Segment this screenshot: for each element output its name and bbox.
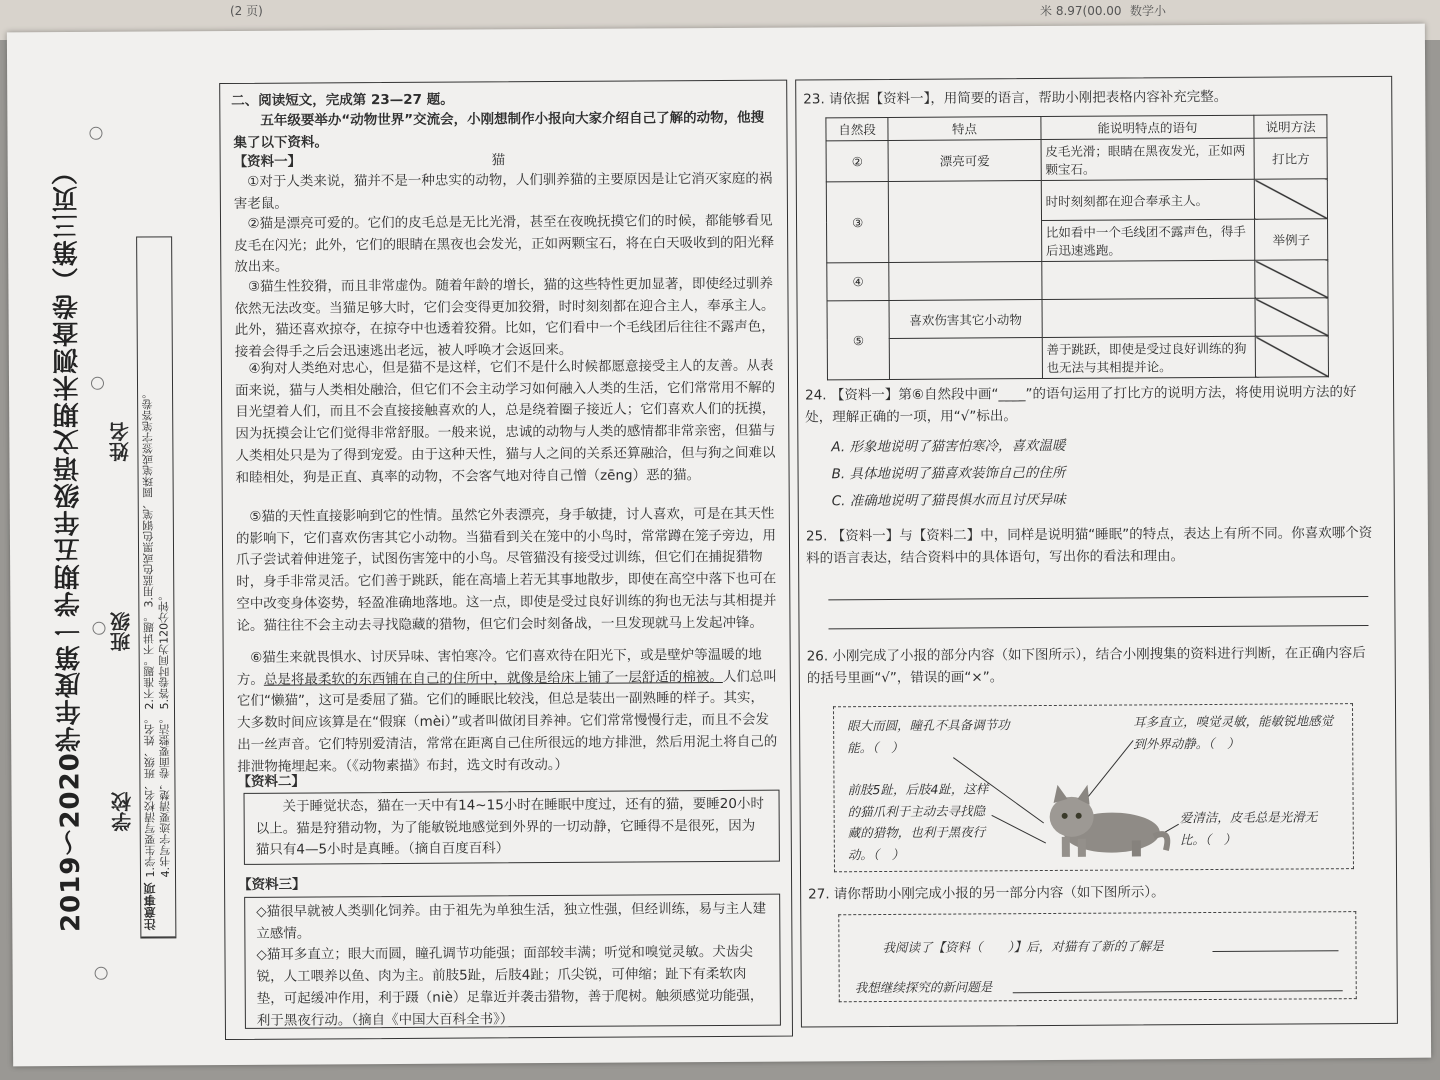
table-row [827,260,1328,301]
question-27: 27. 请你帮助小刚完成小报的另一部分内容（如下图所示）。 [808,884,1165,903]
answer-cell[interactable] [889,262,1042,301]
question-26: 26. 小刚完成了小报的部分内容（如下图所示），结合小刚搜集的资料进行判断，在正确内容后的括号里画“√”，错误的画“×”。 [806,645,1366,687]
table-cell: 时时刻刻都在迎合奉承主人。 [1041,179,1255,220]
material-1-title: 猫 [491,152,506,169]
q27-prompt-1: 我阅读了【资料（ ）】后，对猫有了新的了解是 [882,938,1164,956]
q27-prompt-2: 我想继续探究的新问题是 [854,979,993,996]
table-header: 能说明特点的语句 [1041,115,1255,139]
material-1-label: 【资料一】 [233,153,302,170]
option-a[interactable]: A. 形象地说明了猫害怕寒冷，喜欢温暖 [831,437,1066,456]
paragraph-2: ②猫是漂亮可爱的。它们的皮毛总是无比光滑，甚至在夜晚抚摸它们的时候，都能够看见皮毛在闪光；此外，它们的眼睛在黑夜也会发光，正如两颗宝石，将在白天吸收到的阳光释放出来。 [234,212,775,276]
binding-hole [95,967,108,980]
binding-hole [89,127,102,140]
exam-title: 2019～2020学年度第一学期五年级语文期末测查卷（第三页） [51,158,87,933]
option-b[interactable]: B. 具体地说明了猫喜欢装饰自己的住所 [831,464,1066,483]
strip-fragment: 数学小 [1130,4,1167,18]
table-header: 自然段 [826,117,888,140]
notes-line: 4.书写字迹要清楚，卷面要整洁。 5.答卷时间为120分钟。 [157,589,173,878]
notes-box [136,236,176,938]
table-row [826,179,1327,222]
judge-item-3[interactable]: 前肢5趾，后肢4趾，这样的猫爪利于主动去寻找隐藏的猎物，也利于黑夜行动。（ ） [847,781,989,863]
school-field[interactable]: 学校 [110,791,135,832]
table-row [827,298,1328,339]
notes-heading: 注意事项 [141,876,175,937]
exam-sheet [7,24,1431,1067]
intro-text: 五年级要举办“动物世界”交流会，小刚想制作小报向大家介绍自己了解的动物，他搜集了以下资料。 [233,109,765,151]
material-2-label: 【资料二】 [237,773,305,790]
material-3-label: 【资料三】 [238,876,306,893]
feature-table [825,114,1329,380]
table-header: 特点 [888,117,1040,141]
section-title: 二、阅读短文，完成第 23—27 题。 [231,91,454,109]
paragraph-3: ③猫生性狡猾，而且非常虚伪。随着年龄的增长，猫的这些特性更加显著，即使经过驯养依然无法改变。当猫足够大时，它们会变得更加狡猾，时时刻刻都在迎合主人，奉承主人。此外，猫还喜欢掠夺，在掠夺中也透着狡猾。比如，它们看中一个毛线团后往往不露声色，接着会得手之后会迅速逃出老远，被人呼唤才会返回来。 [234,275,775,361]
table-cell: 漂亮可爱 [888,140,1041,182]
class-field[interactable]: 班级 [109,611,134,652]
table-cell: ③ [826,181,889,262]
question-24: 24. 【资料一】第⑥自然段中画“____”的语句运用了打比方的说明方法，将使用说明方法的好处，理解正确的一项，用“√”标出。 [805,384,1357,426]
paragraph-4: ④狗对人类绝对忠心，但是猫不是这样，它们不是什么时候都愿意接受主人的友善。从表面来说，猫与人类相处融洽，但它们不会主动学习如何融入人类的生活，它们常常用不解的目光望着人们，而且不会直接接触喜欢的人，总是绕着圈子接近人；它们喜欢人们的抚摸，因为抚摸会让它们觉得非常舒服。一般来说，忠诚的动物与人类的感情都非常亲密，但猫与人类相处只是为了得到宠爱。由于这种天性，猫与人之间的关系还算融洽，但与狗之间难以和睦相处，狗是正直、真率的动物，不会客气地对待自己憎（zēng）恶的猫。 [234,357,776,486]
material-3-text: ◇猫很早就被人类驯化饲养。由于祖先为单独生活，独立性强，但经训练，易与主人建立感情。 ◇猫耳多直立；眼大而圆，瞳孔调节功能强；面部较丰满；听觉和嗅觉灵敏。犬齿尖锐，人工喂养以鱼、肉为主。前肢5趾，后肢4趾；爪尖锐，可伸缩；趾下有柔软肉垫，可起缓冲作用，利于蹑（niè）足靠近并袭击猎物，善于爬树。触须感觉功能强，利于黑夜行动。（摘自《中国大百科全书》） [256,900,767,1029]
cat-illustration [1033,780,1173,861]
question-23: 23. 请依据【资料一】，用简要的语言，帮助小刚把表格内容补充完整。 [803,88,1228,108]
table-row [827,336,1328,380]
table-header-row [826,115,1327,141]
strip-fragment: 米 8.97(00.00 [1040,4,1122,18]
answer-cell[interactable] [889,181,1042,263]
table-header: 说明方法 [1254,115,1327,138]
table-cell: 举例子 [1255,219,1328,260]
table-cell: ⑤ [827,300,890,379]
answer-cell[interactable] [890,338,1043,380]
paragraph-5: ⑤猫的天性直接影响到它的性情。虽然它外表漂亮，身手敏捷，讨人喜欢，可是在其天性的影响下，它们喜欢伤害其它小动物。当猫看到关在笼中的小鸟时，常常蹲在笼子旁边，用爪子尝试着伸进笼子，试图伤害笼中的小鸟。尽管猫没有接受过训练，但它们在捕捉猎物时，身手非常灵活。它们善于跳跃，能在高墙上若无其事地散步，即使在高空中落下也可在空中改变身体姿势，轻盈准确地落地。这一点，即使是受过良好训练的狗也无法与其相提并论。猫往往不会主动去寻找隐藏的猎物，但它们会时刻备战，一旦发现就马上发起冲锋。 [235,505,777,634]
table-cell: 比如看中一个毛线团不露声色，得手后迅速逃跑。 [1041,219,1255,261]
blocked-cell [1255,298,1328,336]
option-c[interactable]: C. 准确地说明了猫畏惧水而且讨厌异味 [831,491,1066,510]
notes-line: 1.学生要写清校名、班级、姓名。 2.不准题。不讲题。 3.用蓝色或黑色钢笔、圆珠笔或签字笔答卷。 [141,387,158,878]
blocked-cell [1255,179,1328,219]
table-cell: ④ [827,262,890,300]
paragraph-6-end: 人们总叫它们“懒猫”，这可是委屈了猫。它们的睡眠比较浅，但总是装出一副熟睡的样子。其实，大多数时间应该算是在“假寐（mèi）”或者叫做闭目养神。它们常常慢慢行走，而且不会发出一丝声音。它们特别爱清洁，常常在距离自己住所很远的地方排泄，然后用泥土将自己的排泄物掩埋起来。（《动物素描》布封，选文时有改动。） [236,668,778,775]
question-25: 25. 【资料一】与【资料二】中，同样是说明猫“睡眠”的特点，表达上有所不同。你喜欢哪个资料的语言表达，结合资料中的具体语句，写出你的看法和理由。 [805,525,1373,567]
answer-cell[interactable] [1042,298,1256,337]
blocked-cell [1255,260,1328,298]
table-cell: ② [826,140,889,181]
paragraph-6 [237,645,778,779]
table-cell: 善于跳跃，即使是受过良好训练的狗也无法与其相提并论。 [1042,336,1256,378]
judge-item-2[interactable]: 耳多直立，嗅觉灵敏，能敏锐地感觉到外界动静。（ ） [1133,713,1334,752]
table-row [826,138,1327,182]
strip-fragment: (2 页) [230,4,263,18]
table-cell: 皮毛光滑；眼睛在黑夜发光，正如两颗宝石。 [1041,138,1255,180]
paragraph-6-start: ⑥猫生来就畏惧水、讨厌异味、害怕寒冷。它们喜欢待在阳光下，或是壁炉等温暖的地方。 [236,646,762,688]
judge-item-4[interactable]: 爱清洁，皮毛总是光滑无比。（ ） [1179,809,1318,847]
paragraph-1: ①对于人类来说，猫并不是一种忠实的动物，人们驯养猫的主要原因是让它消灭家庭的祸害老鼠。 [233,170,773,212]
blocked-cell [1256,336,1329,377]
table-cell: 打比方 [1254,138,1327,179]
name-field[interactable]: 姓名 [108,421,133,462]
judge-item-1[interactable]: 眼大而圆，瞳孔不具备调节功能。（ ） [847,717,1010,755]
underlined-sentence: 总是将最柔软的东西铺在自己的住所中，就像是给床上铺了一层舒适的棉被。 [263,668,723,688]
table-cell: 喜欢伤害其它小动物 [889,300,1042,339]
answer-cell[interactable] [1041,260,1255,299]
material-2-text: 关于睡觉状态，猫在一天中有14~15小时在睡眠中度过，还有的猫，要睡20小时以上。猫是狩猎动物，为了能敏锐地感觉到外界的一切动静，它睡得不是很死，因为猫只有4—5小时是真睡。（摘自百度百科） [255,795,764,859]
